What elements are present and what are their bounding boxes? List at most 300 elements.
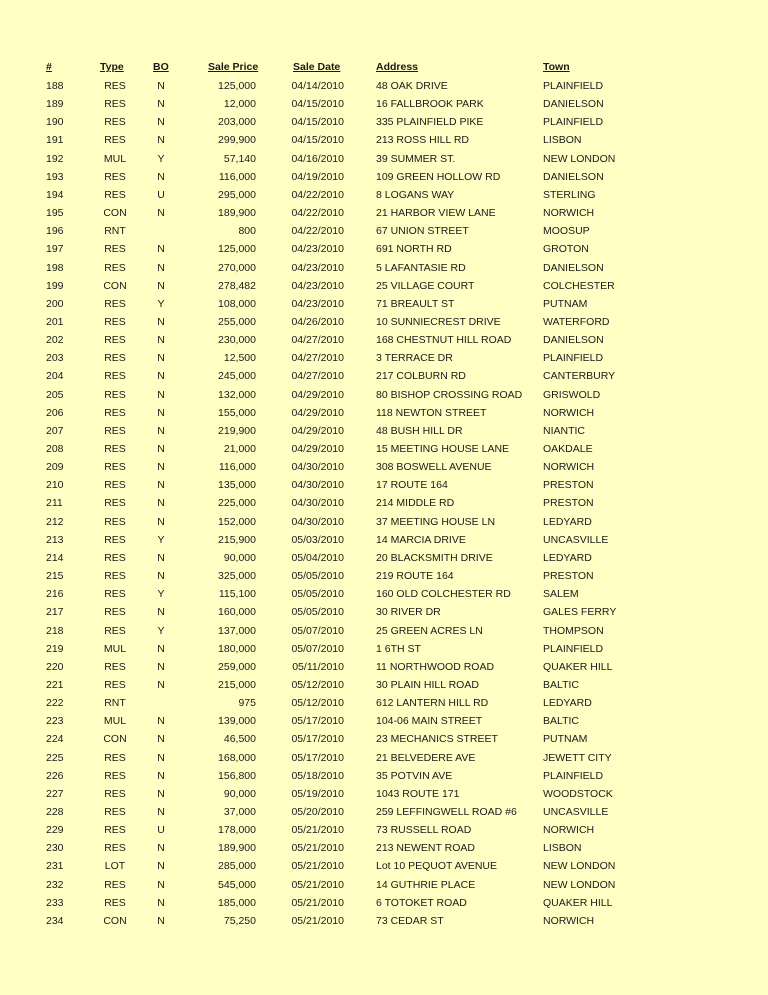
table-row [0,785,768,803]
cell-type: RES [104,824,126,837]
cell-town: UNCASVILLE [543,806,609,818]
cell-sale-price: 203,000 [218,116,256,129]
cell-sale-date: 04/23/2010 [291,243,344,256]
table-row [0,894,768,912]
cell-type: RES [104,787,126,800]
cell-type: RES [104,170,126,183]
cell-num: 189 [46,98,64,111]
cell-sale-price: 115,100 [218,588,256,601]
cell-bo: Y [157,533,165,546]
cell-num: 201 [46,315,64,328]
cell-town: GRISWOLD [543,388,601,401]
cell-type: RES [104,551,126,564]
cell-sale-price: 46,500 [223,733,256,746]
cell-type: RES [104,297,126,310]
cell-sale-date: 04/30/2010 [291,461,344,474]
cell-address: 6 TOTOKET ROAD [376,896,467,909]
cell-sale-price: 156,800 [218,769,256,782]
cell-bo: N [157,116,165,129]
cell-num: 212 [46,515,64,528]
cell-bo: Y [157,152,165,165]
cell-num: 205 [46,388,64,401]
cell-num: 219 [46,642,64,655]
table-row [0,622,768,640]
cell-num: 227 [46,787,64,800]
cell-type: RES [104,588,126,601]
cell-sale-date: 05/12/2010 [291,697,344,710]
cell-sale-date: 04/15/2010 [291,134,344,147]
cell-town: PLAINFIELD [543,116,604,129]
cell-town: PLAINFIELD [543,769,604,782]
cell-town: PLAINFIELD [543,642,604,655]
cell-sale-date: 05/21/2010 [291,842,344,855]
cell-town: NORWICH [543,824,595,837]
cell-sale-date: 05/03/2010 [291,533,344,546]
cell-sale-date: 05/05/2010 [291,606,344,619]
table-row [0,331,768,349]
table-row [0,513,768,531]
cell-num: 193 [46,170,64,183]
cell-address: 73 RUSSELL ROAD [376,824,472,837]
cell-type: RES [104,424,126,437]
cell-town: LEDYARD [543,697,592,710]
table-row [0,386,768,404]
table-row [0,168,768,186]
cell-num: 199 [46,279,64,292]
cell-num: 222 [46,697,64,710]
cell-address: 3 TERRACE DR [376,352,453,365]
cell-type: RES [104,406,126,419]
cell-sale-date: 05/12/2010 [291,678,344,691]
table-row [0,404,768,422]
cell-sale-price: 189,900 [218,207,256,220]
cell-town: PRESTON [543,570,594,583]
cell-sale-price: 21,000 [223,443,256,455]
table-row [0,912,768,930]
table-row [0,876,768,894]
cell-num: 218 [46,624,64,637]
header-bo: BO [153,61,169,73]
header-num: # [46,61,52,73]
cell-town: BALTIC [543,678,579,691]
cell-type: RES [104,769,126,782]
cell-type: RES [104,678,126,691]
table-row [0,458,768,476]
cell-num: 221 [46,678,64,691]
cell-address: 691 NORTH RD [376,243,452,256]
cell-town: UNCASVILLE [543,533,609,546]
table-row [0,730,768,748]
cell-sale-price: 90,000 [223,787,256,800]
cell-sale-date: 04/29/2010 [291,443,344,455]
cell-sale-price: 219,900 [218,424,256,437]
table-row [0,658,768,676]
cell-bo: N [157,515,165,528]
cell-num: 204 [46,370,64,383]
cell-num: 213 [46,533,64,546]
cell-address: 612 LANTERN HILL RD [376,697,489,710]
cell-sale-date: 04/19/2010 [291,170,344,183]
cell-address: 214 MIDDLE RD [376,497,455,510]
cell-bo: N [157,334,165,347]
cell-town: JEWETT CITY [543,751,612,764]
cell-sale-price: 12,500 [223,352,256,365]
cell-town: WOODSTOCK [543,787,613,800]
cell-address: 30 RIVER DR [376,606,441,619]
table-row [0,549,768,567]
cell-num: 191 [46,134,64,147]
cell-town: PUTNAM [543,297,588,310]
cell-sale-date: 05/07/2010 [291,642,344,655]
cell-address: 168 CHESTNUT HILL ROAD [376,334,512,347]
table-row [0,240,768,258]
cell-bo: N [157,370,165,383]
table-row [0,277,768,295]
cell-address: 8 LOGANS WAY [376,188,455,201]
cell-sale-date: 04/27/2010 [291,334,344,347]
cell-address: 5 LAFANTASIE RD [376,261,466,274]
cell-bo: N [157,878,165,891]
cell-sale-price: 125,000 [218,80,256,92]
cell-num: 198 [46,261,64,274]
cell-bo: N [157,678,165,691]
cell-address: 1043 ROUTE 171 [376,787,460,800]
cell-sale-price: 137,000 [218,624,256,637]
cell-type: RES [104,388,126,401]
cell-type: MUL [103,715,127,728]
cell-address: 48 BUSH HILL DR [376,424,463,437]
cell-type: RES [104,606,126,619]
cell-bo: N [157,660,165,673]
table-row [0,857,768,875]
cell-num: 216 [46,588,64,601]
table-row [0,821,768,839]
cell-sale-price: 975 [238,697,256,710]
cell-address: 10 SUNNIECREST DRIVE [376,315,501,328]
cell-type: CON [103,733,127,746]
cell-sale-date: 05/21/2010 [291,896,344,909]
cell-sale-price: 178,000 [218,824,256,837]
cell-sale-date: 04/15/2010 [291,98,344,111]
cell-town: LEDYARD [543,515,592,528]
cell-sale-price: 57,140 [223,152,256,165]
cell-bo: N [157,406,165,419]
table-row [0,131,768,149]
cell-type: RES [104,443,126,455]
table-row [0,839,768,857]
cell-address: 39 SUMMER ST. [376,152,456,165]
cell-type: RES [104,334,126,347]
cell-bo: N [157,315,165,328]
cell-town: PLAINFIELD [543,352,604,365]
cell-sale-price: 285,000 [218,860,256,873]
cell-num: 214 [46,551,64,564]
cell-address: 11 NORTHWOOD ROAD [376,660,495,673]
cell-sale-price: 37,000 [223,806,256,818]
table-row [0,313,768,331]
header-address: Address [376,61,419,73]
cell-type: RNT [104,697,126,710]
table-row [0,113,768,131]
cell-bo: N [157,860,165,873]
cell-bo: N [157,243,165,256]
cell-num: 190 [46,116,64,129]
cell-type: RES [104,751,126,764]
cell-town: MOOSUP [543,225,590,238]
cell-town: CANTERBURY [543,370,616,383]
cell-num: 215 [46,570,64,583]
cell-num: 203 [46,352,64,365]
table-row [0,259,768,277]
cell-num: 194 [46,188,64,201]
cell-sale-price: 189,900 [218,842,256,855]
cell-town: NORWICH [543,406,595,419]
cell-town: LISBON [543,842,582,855]
cell-sale-date: 04/30/2010 [291,479,344,492]
cell-sale-date: 04/22/2010 [291,207,344,220]
cell-bo: U [157,188,165,201]
table-row [0,222,768,240]
cell-town: PRESTON [543,479,594,492]
table-row [0,749,768,767]
table-row [0,295,768,313]
cell-num: 197 [46,243,64,256]
cell-bo: N [157,279,165,292]
cell-sale-price: 245,000 [218,370,256,383]
cell-address: 259 LEFFINGWELL ROAD #6 [376,806,517,818]
cell-address: 118 NEWTON STREET [376,406,487,419]
cell-num: 233 [46,896,64,909]
cell-bo: N [157,570,165,583]
cell-num: 217 [46,606,64,619]
cell-bo: N [157,642,165,655]
table-row [0,186,768,204]
cell-town: DANIELSON [543,261,604,274]
cell-address: 30 PLAIN HILL ROAD [376,678,479,691]
table-row [0,422,768,440]
cell-sale-date: 05/17/2010 [291,733,344,746]
cell-type: RES [104,80,126,92]
cell-address: 67 UNION STREET [376,225,469,238]
table-row [0,676,768,694]
cell-town: DANIELSON [543,334,604,347]
table-row [0,476,768,494]
cell-sale-date: 04/30/2010 [291,515,344,528]
cell-bo: N [157,461,165,474]
cell-num: 195 [46,207,64,220]
cell-sale-date: 04/27/2010 [291,370,344,383]
cell-address: 16 FALLBROOK PARK [376,98,484,111]
cell-sale-price: 152,000 [218,515,256,528]
cell-sale-date: 04/22/2010 [291,225,344,238]
cell-town: THOMPSON [543,624,604,637]
cell-bo: N [157,443,165,455]
cell-type: RES [104,878,126,891]
cell-sale-price: 90,000 [223,551,256,564]
cell-town: STERLING [543,188,596,201]
cell-town: PLAINFIELD [543,80,604,92]
cell-num: 226 [46,769,64,782]
cell-num: 220 [46,660,64,673]
cell-type: RES [104,660,126,673]
cell-type: RES [104,533,126,546]
cell-bo: N [157,352,165,365]
cell-bo: N [157,388,165,401]
cell-type: RES [104,315,126,328]
cell-type: LOT [104,860,126,873]
cell-address: 217 COLBURN RD [376,370,466,383]
cell-bo: N [157,896,165,909]
cell-bo: N [157,751,165,764]
cell-town: LEDYARD [543,551,592,564]
cell-town: NEW LONDON [543,878,616,891]
cell-type: RES [104,842,126,855]
cell-num: 206 [46,406,64,419]
cell-town: NEW LONDON [543,152,616,165]
cell-town: NORWICH [543,914,595,927]
cell-bo: N [157,424,165,437]
cell-address: 80 BISHOP CROSSING ROAD [376,388,523,401]
cell-bo: N [157,207,165,220]
cell-address: 308 BOSWELL AVENUE [376,461,492,474]
cell-num: 202 [46,334,64,347]
cell-sale-date: 05/17/2010 [291,751,344,764]
cell-type: RES [104,370,126,383]
header-sale-date: Sale Date [293,61,341,73]
cell-bo: N [157,170,165,183]
cell-town: DANIELSON [543,170,604,183]
cell-town: NORWICH [543,207,595,220]
cell-sale-price: 545,000 [218,878,256,891]
cell-num: 207 [46,424,64,437]
cell-town: WATERFORD [543,315,610,328]
cell-bo: N [157,134,165,147]
cell-num: 224 [46,733,64,746]
cell-bo: N [157,715,165,728]
cell-town: OAKDALE [543,443,593,455]
cell-sale-date: 05/20/2010 [291,806,344,818]
cell-type: RES [104,479,126,492]
cell-bo: N [157,842,165,855]
cell-num: 192 [46,152,64,165]
table-row [0,531,768,549]
cell-address: 219 ROUTE 164 [376,570,454,583]
cell-bo: N [157,98,165,111]
cell-town: PRESTON [543,497,594,510]
cell-address: 20 BLACKSMITH DRIVE [376,551,493,564]
cell-sale-date: 05/18/2010 [291,769,344,782]
cell-sale-price: 75,250 [223,914,256,927]
cell-sale-price: 325,000 [218,570,256,583]
cell-num: 211 [46,497,63,510]
cell-bo: N [157,551,165,564]
table-row [0,349,768,367]
cell-town: GROTON [543,243,589,256]
cell-sale-date: 04/29/2010 [291,424,344,437]
cell-type: MUL [103,642,127,655]
cell-sale-date: 05/11/2010 [292,660,344,673]
table-row [0,150,768,168]
cell-bo: N [157,769,165,782]
cell-sale-date: 05/05/2010 [291,570,344,583]
cell-sale-price: 270,000 [218,261,256,274]
cell-town: PUTNAM [543,733,588,746]
cell-type: RES [104,116,126,129]
cell-sale-date: 04/30/2010 [291,497,344,510]
cell-num: 188 [46,80,64,92]
cell-address: 25 GREEN ACRES LN [376,624,483,637]
table-row [0,640,768,658]
table-row [0,77,768,95]
cell-address: Lot 10 PEQUOT AVENUE [376,860,497,873]
cell-sale-date: 04/29/2010 [291,406,344,419]
cell-sale-date: 05/21/2010 [291,914,344,927]
cell-sale-date: 04/26/2010 [291,315,344,328]
cell-type: RES [104,624,126,637]
cell-address: 213 ROSS HILL RD [376,134,469,147]
cell-sale-date: 04/15/2010 [291,116,344,129]
table-row [0,494,768,512]
cell-num: 230 [46,842,64,855]
cell-sale-price: 132,000 [218,388,256,401]
cell-address: 109 GREEN HOLLOW RD [376,170,501,183]
cell-town: NIANTIC [543,424,585,437]
table-row [0,694,768,712]
cell-bo: Y [157,588,165,601]
cell-address: 335 PLAINFIELD PIKE [376,116,484,129]
cell-type: RES [104,806,126,818]
cell-sale-price: 299,900 [218,134,256,147]
cell-sale-price: 230,000 [218,334,256,347]
cell-town: NORWICH [543,461,595,474]
cell-address: 48 OAK DRIVE [376,80,448,92]
cell-sale-price: 116,000 [218,170,256,183]
cell-num: 229 [46,824,64,837]
cell-address: 35 POTVIN AVE [376,769,453,782]
cell-bo: N [157,806,165,818]
cell-sale-price: 168,000 [218,751,256,764]
cell-num: 232 [46,878,64,891]
cell-sale-price: 278,482 [218,279,256,292]
cell-sale-date: 04/23/2010 [291,261,344,274]
cell-sale-price: 180,000 [218,642,256,655]
cell-sale-price: 259,000 [218,660,256,673]
cell-town: QUAKER HILL [543,660,613,673]
cell-address: 21 HARBOR VIEW LANE [376,207,496,220]
cell-town: NEW LONDON [543,860,616,873]
table-row [0,367,768,385]
cell-sale-price: 135,000 [218,479,256,492]
table-row [0,767,768,785]
cell-type: RES [104,352,126,365]
cell-address: 25 VILLAGE COURT [376,279,475,292]
cell-sale-price: 295,000 [218,188,256,201]
cell-sale-date: 05/17/2010 [291,715,344,728]
cell-bo: N [157,261,165,274]
table-row [0,204,768,222]
cell-type: RES [104,261,126,274]
cell-address: 14 GUTHRIE PLACE [376,878,476,891]
cell-sale-price: 139,000 [218,715,256,728]
header-type: Type [100,61,124,73]
cell-address: 104-06 MAIN STREET [376,715,483,728]
cell-num: 225 [46,751,64,764]
cell-type: CON [103,279,127,292]
cell-bo: N [157,479,165,492]
table-header [0,58,768,76]
cell-sale-price: 800 [238,225,256,238]
cell-bo: N [157,733,165,746]
